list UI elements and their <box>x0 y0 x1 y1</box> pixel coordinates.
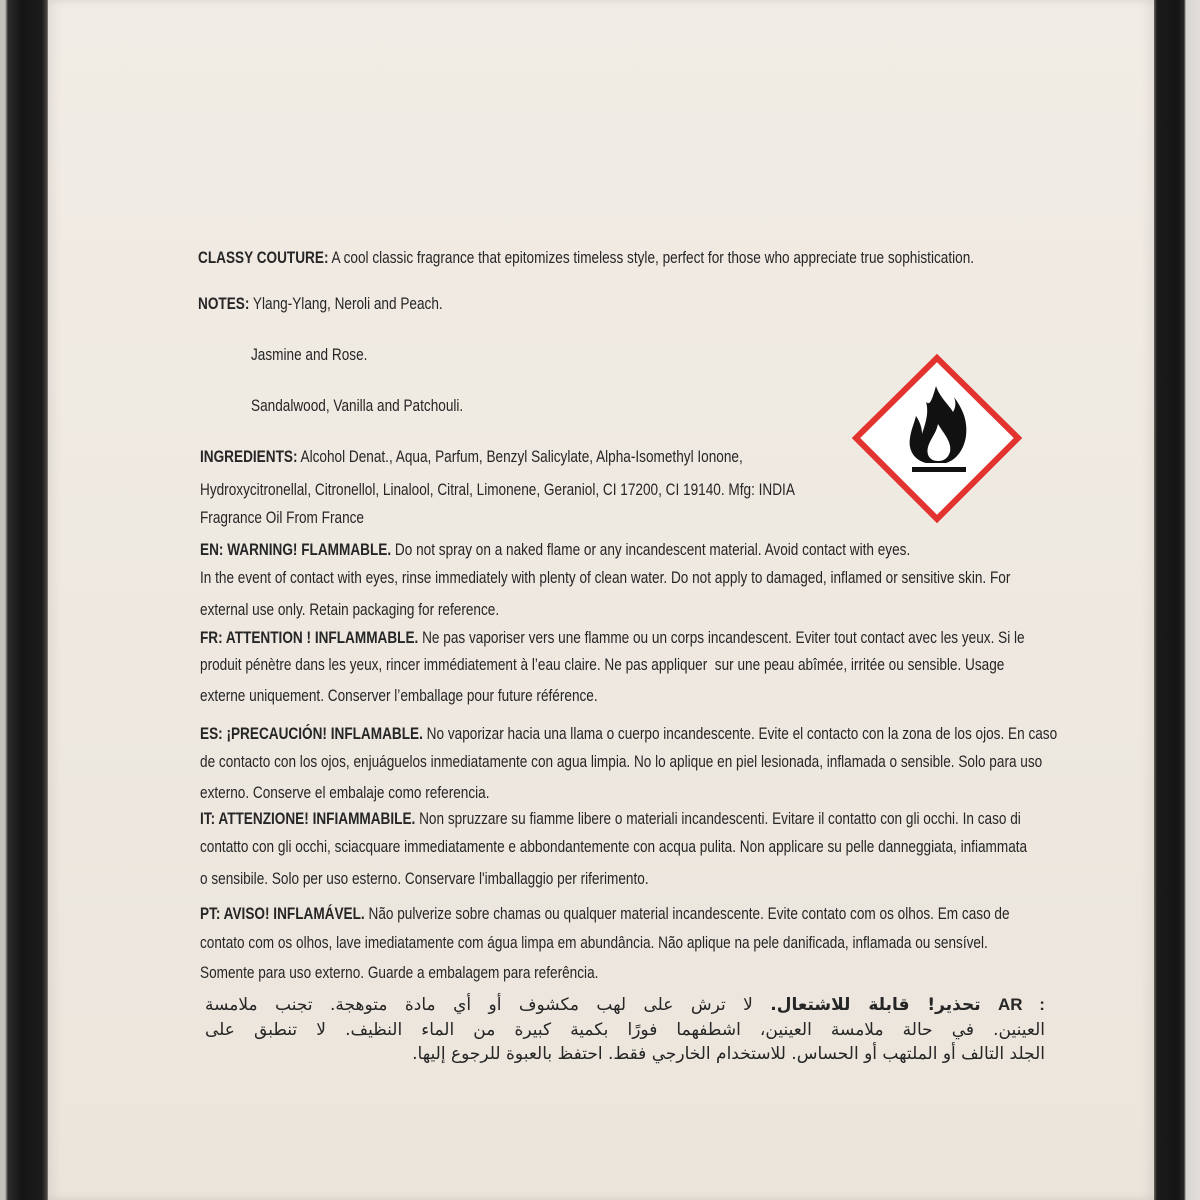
warning-it-text: Non spruzzare su fiamme libere o materiali incandescenti. Evitare il contatto con gli occhi. In caso di <box>415 809 1021 828</box>
warning-pt-line-3: Somente para uso externo. Guarde a embalagem para referência. <box>200 963 599 982</box>
notes-heading: NOTES: <box>198 294 250 313</box>
description-line <box>198 248 974 268</box>
warning-ar-heading: تحذير! قابلة للاشتعال. <box>770 995 981 1015</box>
warning-it-line-1 <box>200 809 1021 829</box>
warning-ar-text: لا ترش على لهب مكشوف أو أي مادة متوهجة. تجنب ملامسة <box>205 995 753 1015</box>
warning-fr-line-1 <box>200 628 1025 648</box>
warning-it-line-2: contatto con gli occhi, sciacquare immediatamente e abbondantemente con acqua pulita. Non applicare su pelle danneggiata, infiammata <box>200 837 1028 856</box>
warning-fr-text: Ne pas vaporiser vers une flamme ou un corps incandescent. Eviter tout contact avec les yeux. Si le <box>418 628 1025 647</box>
warning-pt-line-2: contato com os olhos, lave imediatamente com água limpa em abundância. Não aplique na pele danificada, inflamada ou sensível. <box>200 933 988 952</box>
flame-base-bar <box>912 467 966 472</box>
description-heading: CLASSY COUTURE: <box>198 248 329 267</box>
flammable-pictogram-icon <box>850 350 1025 525</box>
warning-es-heading: ES: ¡PRECAUCIÓN! INFLAMABLE. <box>200 724 423 743</box>
warning-en-line-2: In the event of contact with eyes, rinse immediately with plenty of clean water. Do not apply to damaged, inflamed or sensitive skin. For <box>200 568 1011 587</box>
notes-heart-line: Jasmine and Rose. <box>251 345 368 364</box>
ingredients-line-2: Hydroxycitronellal, Citronellol, Linalool, Citral, Limonene, Geraniol, CI 17200, CI 19140. Mfg: INDIA <box>200 480 795 499</box>
notes-top-line <box>198 294 443 314</box>
warning-es-text: No vaporizar hacia una llama o cuerpo incandescente. Evite el contacto con la zona de los ojos. En caso <box>422 724 1058 743</box>
notes-top-text: Ylang-Ylang, Neroli and Peach. <box>249 294 443 313</box>
warning-pt-text: Não pulverize sobre chamas ou qualquer material incandescente. Evite contato com os olhos. Em caso de <box>364 904 1010 923</box>
warning-ar-line-3: الجلد التالف أو الملتهب أو الحساس. للاستخدام الخارجي فقط. احتفظ بالعبوة للرجوع إليها. <box>412 1044 1045 1064</box>
ingredients-text: Alcohol Denat., Aqua, Parfum, Benzyl Salicylate, Alpha-Isomethyl Ionone, <box>297 447 743 466</box>
notes-base-line: Sandalwood, Vanilla and Patchouli. <box>251 396 464 415</box>
warning-pt-line-1 <box>200 904 1010 924</box>
box-right-edge <box>1154 0 1200 1200</box>
warning-fr-line-3: externe uniquement. Conserver l’emballage pour future référence. <box>200 686 598 705</box>
ingredients-line-1 <box>200 447 743 467</box>
warning-ar-line-2: العينين. في حالة ملامسة العينين، اشطفهما فورًا بكمية كبيرة من الماء النظيف. لا تنطبق على <box>205 1020 1045 1040</box>
box-left-edge <box>0 0 48 1200</box>
origin-line: Fragrance Oil From France <box>200 508 364 527</box>
description-text: A cool classic fragrance that epitomizes timeless style, perfect for those who appreciate true sophistication. <box>328 248 975 267</box>
warning-fr-line-2: produit pénètre dans les yeux, rincer immédiatement à l’eau claire. Ne pas appliquer sur une peau abîmée, irritée ou sensible. Usage <box>200 655 1005 674</box>
warning-it-heading: IT: ATTENZIONE! INFIAMMABILE. <box>200 809 416 828</box>
warning-es-line-2: de contacto con los ojos, enjuáguelos inmediatamente con agua limpia. No lo aplique en piel lesionada, inflamada o sensible. Solo para uso <box>200 752 1043 771</box>
warning-it-line-3: o sensibile. Solo per uso esterno. Conservare l'imballaggio per riferimento. <box>200 869 649 888</box>
warning-es-line-3: externo. Conserve el embalaje como referencia. <box>200 783 490 802</box>
warning-es-line-1 <box>200 724 1057 744</box>
warning-en-heading: EN: WARNING! FLAMMABLE. <box>200 540 392 559</box>
warning-pt-heading: PT: AVISO! INFLAMÁVEL. <box>200 904 365 923</box>
warning-ar-code: AR : <box>998 995 1045 1014</box>
warning-en-line-3: external use only. Retain packaging for reference. <box>200 600 500 619</box>
warning-en-line-1 <box>200 540 910 560</box>
ingredients-heading: INGREDIENTS: <box>200 447 298 466</box>
warning-fr-heading: FR: ATTENTION ! INFLAMMABLE. <box>200 628 419 647</box>
warning-ar-line-1 <box>205 992 1045 1018</box>
warning-en-text: Do not spray on a naked flame or any incandescent material. Avoid contact with eyes. <box>391 540 911 559</box>
